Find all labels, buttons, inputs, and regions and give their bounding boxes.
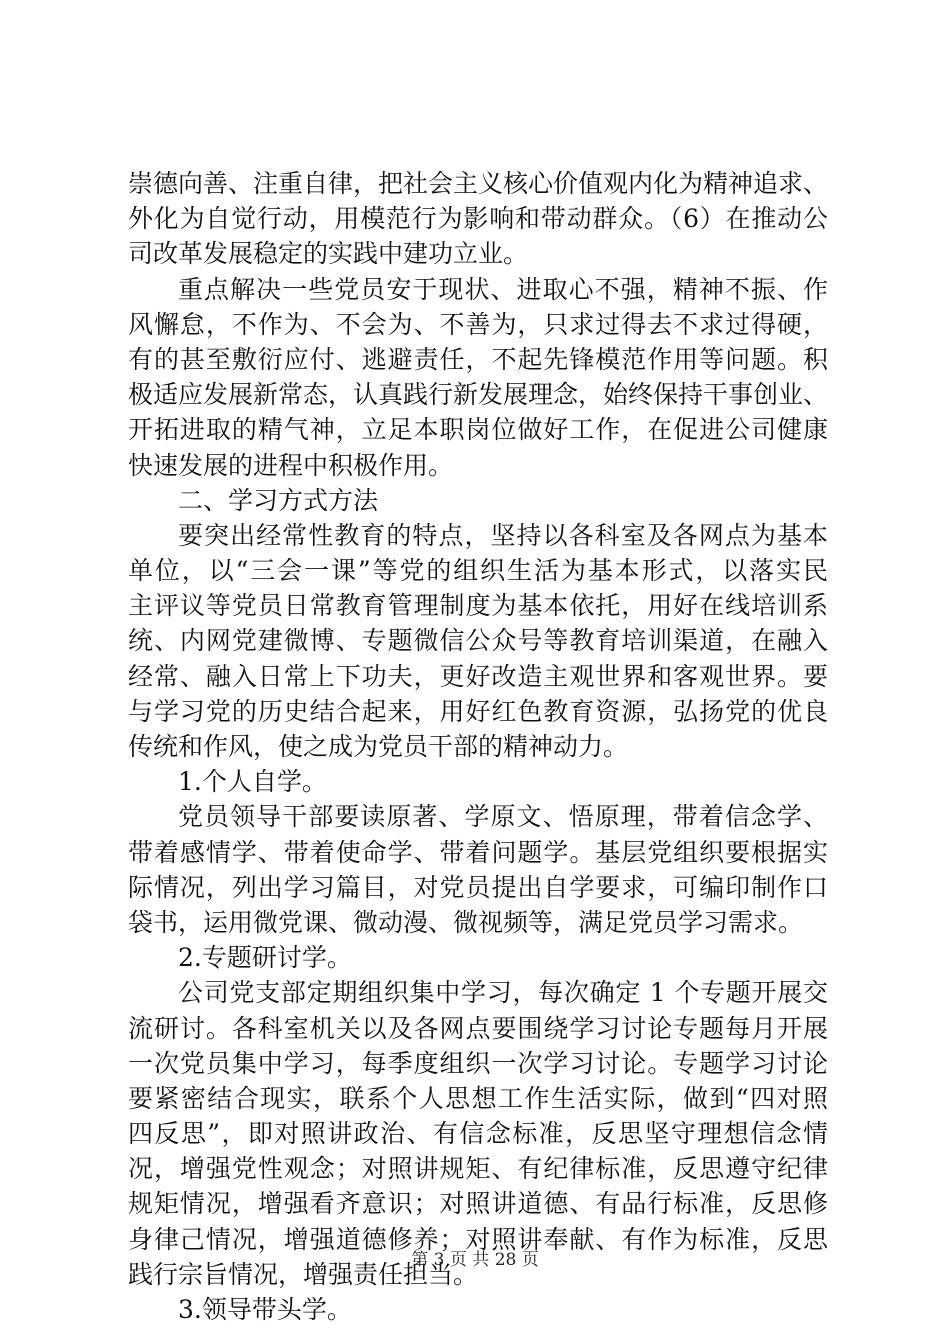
text-line: 崇德向善、注重自律，把社会主义核心价值观内化为精神追求、: [128, 169, 829, 198]
text-line: 外化为自觉行动，用模范行为影响和带动群众。（6）在推动公: [128, 204, 828, 234]
text-line: 袋书，运用微党课、微动漫、微视频等，满足党员学习需求。: [128, 907, 804, 937]
text-line: 极适应发展新常态，认真践行新发展理念，始终保持干事创业、: [128, 380, 829, 410]
text-line: 快速发展的进程中积极作用。: [128, 450, 454, 480]
subsection-heading: 3.领导带头学。: [178, 1295, 352, 1324]
text-line: 公司党支部定期组织集中学习，每次确定 1 个专题开展交: [178, 978, 828, 1008]
subsection-heading: 1.个人自学。: [178, 767, 327, 797]
text-line: 重点解决一些党员安于现状、进取心不强，精神不振、作: [178, 274, 828, 304]
text-line: 党员领导干部要读原著、学原文、悟原理，带着信念学、: [178, 802, 828, 832]
text-line: 有的甚至敷衍应付、逃避责任，不起先锋模范作用等问题。积: [128, 344, 828, 374]
subsection-heading: 2.专题研讨学。: [178, 943, 352, 973]
text-line: 开拓进取的精气神，立足本职岗位做好工作，在促进公司健康: [128, 415, 828, 445]
text-line: 统、内网党建微博、专题微信公众号等教育培训渠道，在融入: [128, 626, 828, 656]
text-line: 规矩情况，增强看齐意识；对照讲道德、有品行标准，反思修: [128, 1189, 828, 1219]
page-number-footer: 第 3 页 共 28 页: [411, 1250, 539, 1270]
text-line: 际情况，列出学习篇目，对党员提出自学要求，可编印制作口: [128, 872, 828, 902]
text-line: 带着感情学、带着使命学、带着问题学。基层党组织要根据实: [128, 837, 828, 867]
text-line: 风懈怠，不作为、不会为、不善为，只求过得去不求过得硬，: [128, 309, 828, 339]
text-line: 传统和作风，使之成为党员干部的精神动力。: [128, 732, 629, 761]
text-line: 一次党员集中学习，每季度组织一次学习讨论。专题学习讨论: [128, 1048, 828, 1078]
text-line: 单位，以“三会一课”等党的组织生活为基本形式，以落实民: [128, 556, 828, 586]
text-line: 主评议等党员日常教育管理制度为基本依托，用好在线培训系: [128, 591, 828, 621]
text-line: 要紧密结合现实，联系个人思想工作生活实际，做到“四对照: [128, 1083, 828, 1113]
text-line: 践行宗旨情况，增强责任担当。: [128, 1259, 479, 1289]
text-line: 经常、融入日常上下功夫，更好改造主观世界和客观世界。要: [128, 661, 828, 691]
text-line: 流研讨。各科室机关以及各网点要围绕学习讨论专题每月开展: [128, 1013, 828, 1043]
document-body: [128, 166, 828, 1327]
text-line: 与学习党的历史结合起来，用好红色教育资源，弘扬党的优良: [128, 696, 828, 726]
text-line: 四反思”，即对照讲政治、有信念标准，反思坚守理想信念情: [128, 1119, 828, 1149]
section-heading: 二、学习方式方法: [178, 485, 379, 515]
text-line: 司改革发展稳定的实践中建功立业。: [128, 239, 529, 269]
text-line: 要突出经常性教育的特点，坚持以各科室及各网点为基本: [178, 520, 828, 550]
text-line: 身律己情况，增强道德修养；对照讲奉献、有作为标准，反思: [128, 1224, 828, 1254]
text-line: 况，增强党性观念；对照讲规矩、有纪律标准，反思遵守纪律: [128, 1154, 828, 1184]
